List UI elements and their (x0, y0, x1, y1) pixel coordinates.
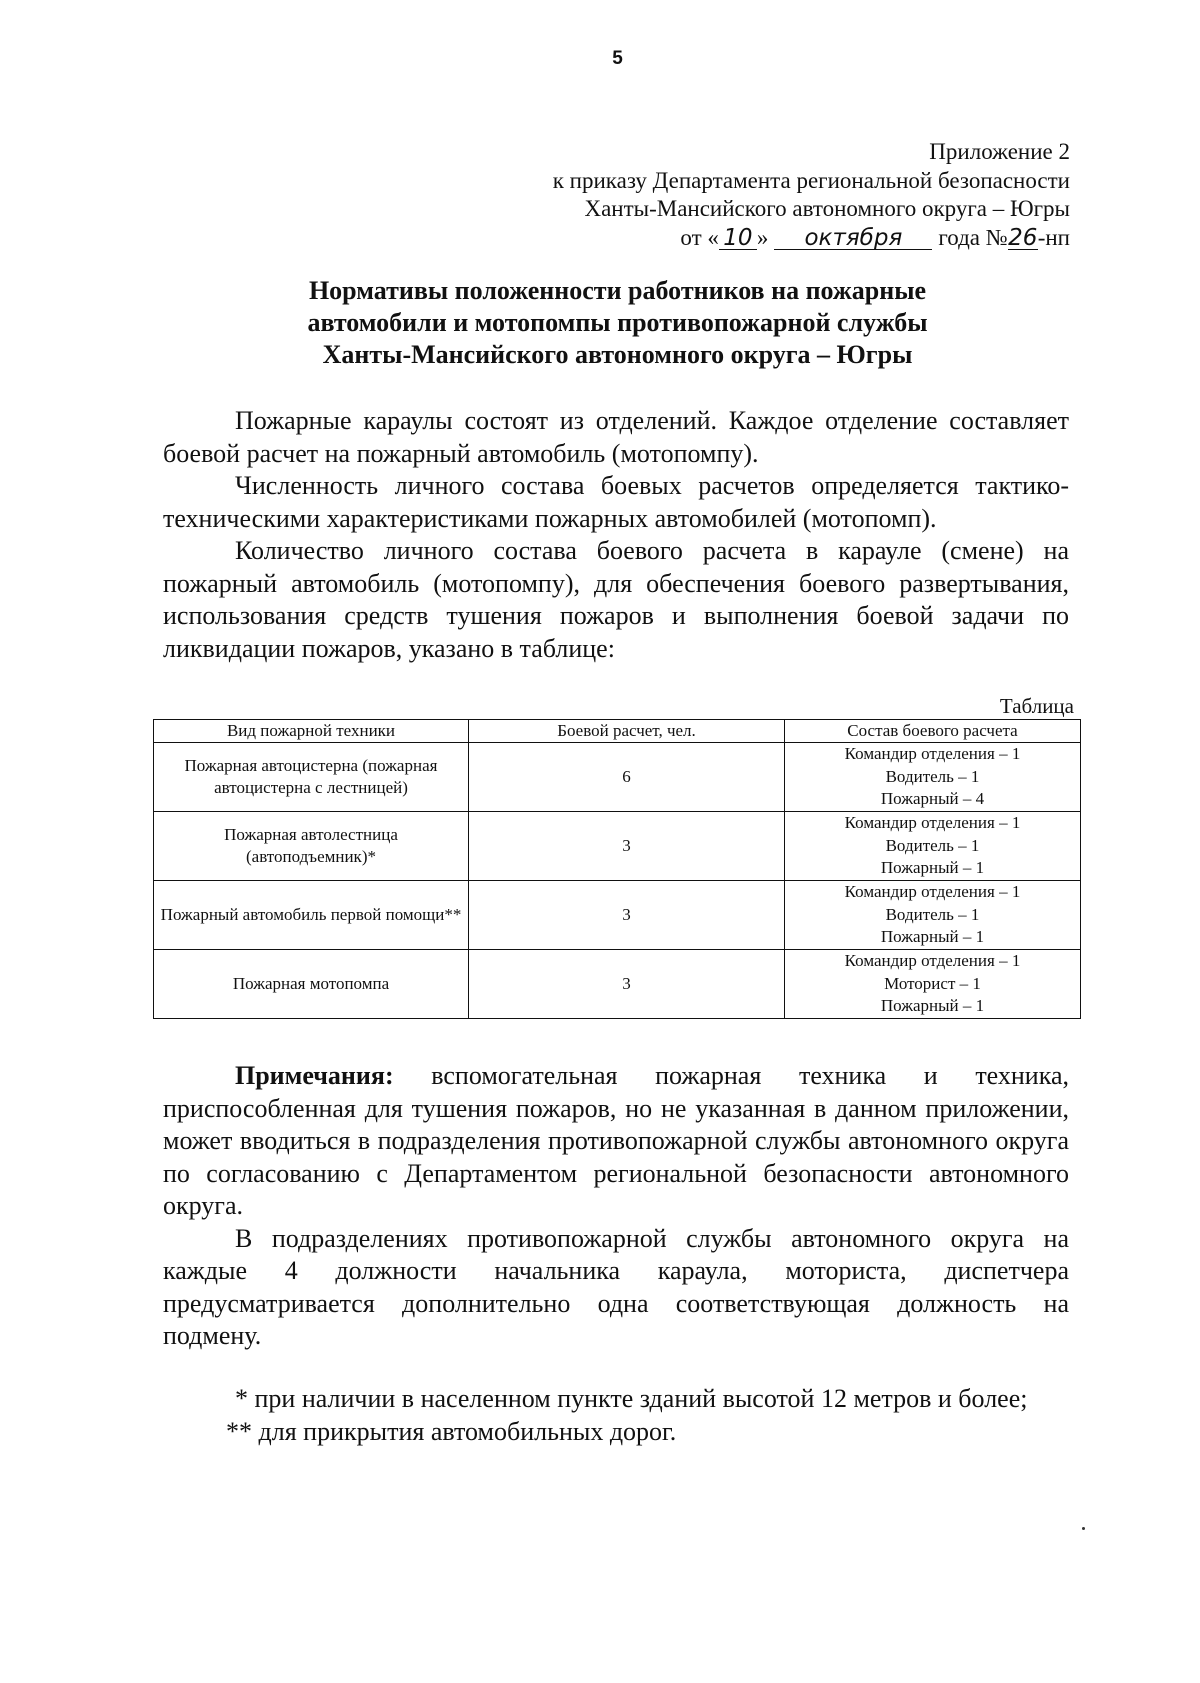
composition-line: Командир отделения – 1 (844, 882, 1021, 902)
footnotes-section (163, 1383, 1069, 1448)
cell-crew-size: 3 (469, 812, 785, 881)
header-vehicle-type: Вид пожарной техники (154, 720, 469, 743)
composition-line: Моторист – 1 (884, 973, 981, 993)
table-row (154, 743, 1081, 812)
composition-line: Командир отделения – 1 (844, 744, 1021, 764)
document-title (150, 275, 1085, 371)
cell-vehicle: Пожарная автоцистерна (пожарная автоцистерна с лестницей) (154, 743, 469, 812)
composition-line: Водитель – 1 (885, 766, 980, 786)
footnote-1: * при наличии в населенном пункте зданий высотой 12 метров и более; (235, 1384, 1028, 1413)
composition-line: Пожарный – 1 (880, 858, 985, 878)
scan-speck (1082, 1527, 1085, 1530)
composition-line: Пожарный – 1 (880, 927, 985, 947)
table-row (154, 812, 1081, 881)
table-row (154, 881, 1081, 950)
handwritten-day: 10 (719, 227, 757, 250)
header-crew-composition: Состав боевого расчета (785, 720, 1081, 743)
intro-paragraph-2: Численность личного состава боевых расчетов определяется тактико-техническими характеристиками пожарных автомобилей (мотопомп). (163, 471, 1069, 533)
cell-crew-size: 3 (469, 881, 785, 950)
order-suffix: -нп (1037, 224, 1070, 250)
composition-line: Пожарный – 4 (880, 789, 985, 809)
cell-vehicle: Пожарный автомобиль первой помощи** (154, 881, 469, 950)
cell-composition (785, 812, 1081, 881)
appendix-header (553, 138, 1070, 252)
intro-paragraph-3: Количество личного состава боевого расчета в карауле (смене) на пожарный автомобиль (мотопомпу), для обеспечения боевого развертывания, использования средств тушения пожаров и выполнения боевой задачи по ликвидации пожаров, указано в таблице: (163, 536, 1069, 663)
cell-composition (785, 950, 1081, 1019)
table-header-row (154, 720, 1081, 743)
notes-paragraph-1 (163, 1060, 1069, 1223)
composition-line: Пожарный – 1 (880, 996, 985, 1016)
composition-line: Водитель – 1 (885, 835, 980, 855)
cell-crew-size: 3 (469, 950, 785, 1019)
title-line-1: Нормативы положенности работников на пожарные (308, 276, 927, 305)
composition-line: Водитель – 1 (885, 904, 980, 924)
intro-paragraph-1: Пожарные караулы состоят из отделений. Каждое отделение составляет боевой расчет на пожарный автомобиль (мотопомпу). (163, 406, 1069, 468)
footnote-2: ** для прикрытия автомобильных дорог. (226, 1416, 677, 1446)
date-prefix: от « (680, 224, 719, 250)
page-number: 5 (612, 48, 623, 69)
cell-composition (785, 881, 1081, 950)
composition-line: Командир отделения – 1 (844, 951, 1021, 971)
title-line-3: Ханты-Мансийского автономного округа – Югры (322, 340, 913, 369)
notes-lead: Примечания: (235, 1061, 394, 1090)
table-row (154, 950, 1081, 1019)
cell-crew-size: 6 (469, 743, 785, 812)
notes-paragraph-1-text: вспомогательная пожарная техника и техника, приспособленная для тушения пожаров, но не указанная в данном приложении, может вводиться в подразделения противопожарной службы автономного округа по согласованию с Департаментом региональной безопасности автономного округа. (163, 1061, 1069, 1220)
notes-section (163, 1060, 1069, 1353)
handwritten-month: октября (774, 227, 932, 250)
table-caption: Таблица (999, 694, 1074, 718)
cell-composition (785, 743, 1081, 812)
cell-vehicle: Пожарная автолестница (автоподъемник)* (154, 812, 469, 881)
intro-section (163, 405, 1069, 665)
date-year-label: года № (938, 224, 1008, 250)
notes-paragraph-2: В подразделениях противопожарной службы автономного округа на каждые 4 должности начальника караула, моториста, диспетчера предусматривается дополнительно одна соответствующая должность на подмену. (163, 1223, 1069, 1350)
cell-vehicle: Пожарная мотопомпа (154, 950, 469, 1019)
header-crew-size: Боевой расчет, чел. (469, 720, 785, 743)
crew-table (153, 719, 1081, 1019)
date-mid: » (756, 224, 769, 250)
handwritten-order-number: 26 (1008, 224, 1038, 251)
title-line-2: автомобили и мотопомпы противопожарной службы (307, 308, 928, 337)
appendix-line-2: к приказу Департамента региональной безопасности (552, 167, 1070, 193)
composition-line: Командир отделения – 1 (844, 813, 1021, 833)
appendix-date-line (553, 224, 1070, 253)
appendix-line-3: Ханты-Мансийского автономного округа – Югры (584, 196, 1070, 221)
appendix-line-1: Приложение 2 (929, 139, 1070, 164)
